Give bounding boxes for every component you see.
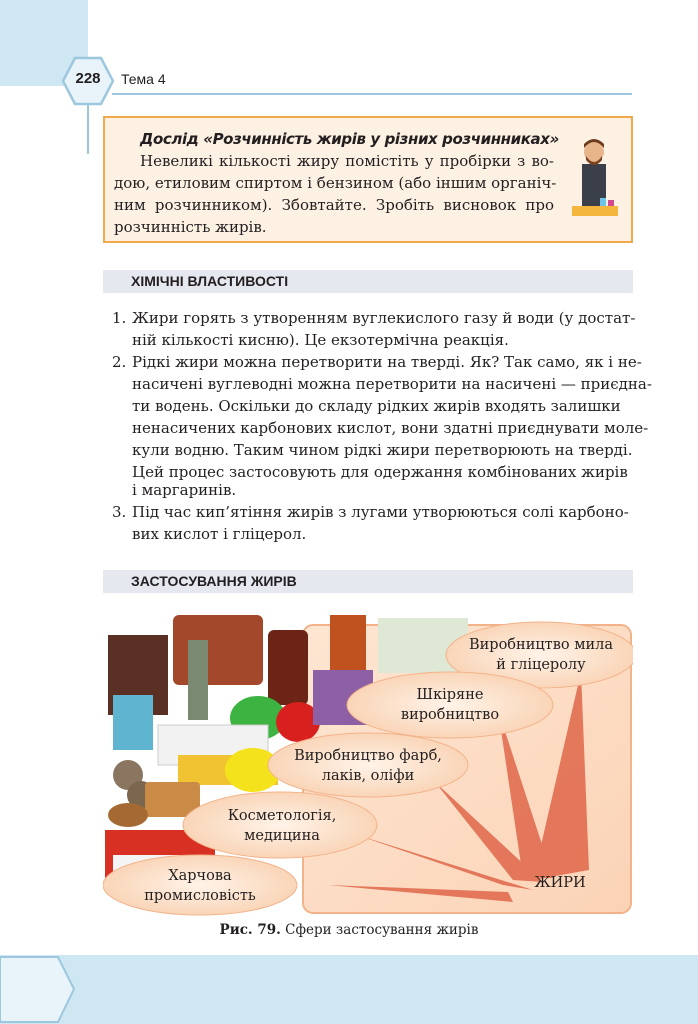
experiment-text: Невеликі кількості жиру помістіть у пробірки з во- [140,152,554,170]
list-text: ненасичених карбонових кислот, вони здатні приєднувати моле- [132,419,649,437]
section-heading-applications [103,570,633,593]
page-number: 228 [75,70,101,87]
section-title: ЗАСТОСУВАННЯ ЖИРІВ [131,573,297,589]
sphere-leather-line1: Шкіряне [416,687,484,703]
list-text: ти водень. Оскільки до складу рідких жирів входять залишки [132,397,621,415]
center-label-fats: ЖИРИ [534,875,586,891]
list-text: насичені вуглеводні можна перетворити на насичені — приєдна- [132,375,652,393]
figure-caption [0,922,698,938]
sphere-paints-line2: лаків, оліфи [321,768,415,784]
section-heading-chemical-properties [103,270,633,293]
experiment-title: Дослід «Розчинність жирів у різних розчинниках» [140,130,559,148]
sphere-paints-line1: Виробництво фарб, [294,748,442,764]
margin-line [87,104,89,154]
list-text: Під час кип’ятіння жирів з лугами утворюються солі карбоно- [132,503,629,521]
list-number: 3. [112,503,127,521]
list-number: 2. [112,353,127,371]
list-text: Цей процес застосовують для одержання комбінованих жирів [132,463,628,481]
caption-label: Рис. 79. [219,922,281,938]
sphere-soap-line2: й гліцеролу [496,657,586,673]
section-title: ХІМІЧНІ ВЛАСТИВОСТІ [131,273,289,289]
sphere-soap-line1: Виробництво мила [468,637,614,653]
sphere-food-line1: Харчова [168,868,232,884]
experiment-text: ним розчинником). Збовтайте. Зробіть висновок про [114,196,554,214]
list-text: вих кислот і гліцерол. [132,525,307,543]
list-text: кули водню. Таким чином рідкі жири перетворюють на тверді. [132,441,633,459]
sphere-cosmetics-line1: Косметологія, [227,808,337,824]
list-text: Рідкі жири можна перетворити на тверді. Як? Так само, як і не- [132,353,642,371]
sphere-leather-line2: виробництво [400,707,500,723]
topic-label: Тема 4 [121,71,166,87]
list-number: 1. [112,309,127,327]
list-text: Жири горять з утворенням вуглекислого газу й води (у достат- [132,309,636,327]
sphere-cosmetics-line2: медицина [244,828,320,844]
list-text: ній кількості кисню). Це екзотермічна реакція. [132,331,509,349]
list-text: і маргаринів. [132,481,237,499]
sphere-food-line2: промисловість [144,888,256,904]
experiment-text: дою, етиловим спиртом і бензином (або іншим органіч- [114,174,557,192]
experiment-text: розчинність жирів. [114,218,267,236]
bottom-band [0,955,698,1024]
header-divider [112,93,632,95]
footer-hexagon-icon [0,955,80,1024]
teacher-illustration-icon [570,136,620,220]
caption-text: Сфери застосування жирів [280,922,479,938]
